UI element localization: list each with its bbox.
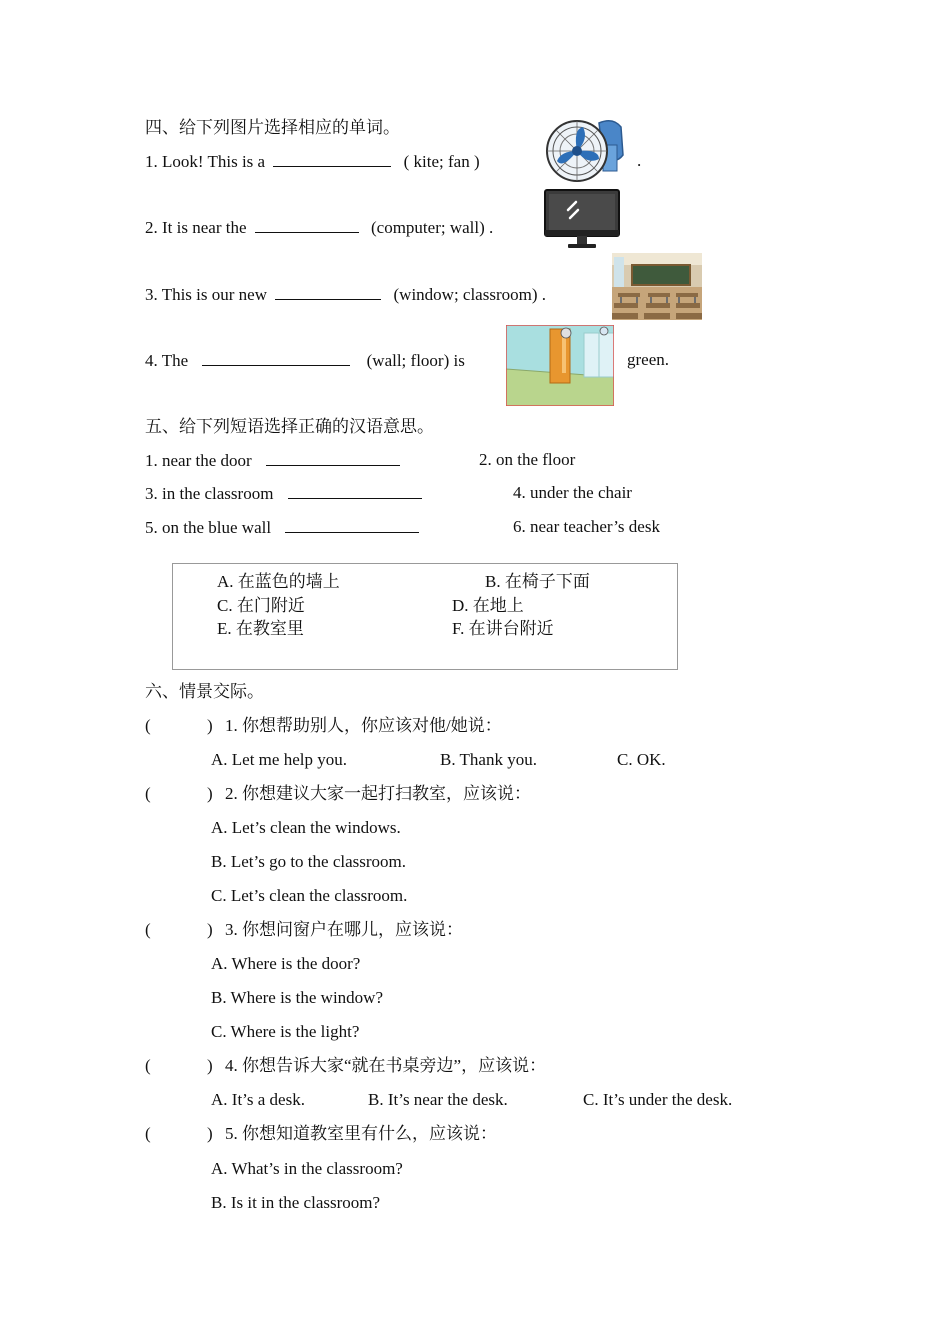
s4-q3-options: (window; classroom) .	[393, 285, 547, 304]
s4-q2-text: 2. It is near the	[145, 218, 247, 237]
s5-item-2: 2. on the floor	[479, 450, 576, 469]
s4-q1-options: ( kite; fan )	[403, 152, 480, 171]
s5-option-a: A. 在蓝色的墙上	[217, 572, 340, 591]
s5-item-3-text: 3. in the classroom	[145, 484, 274, 503]
s5-item-4: 4. under the chair	[513, 483, 632, 502]
s6-q3-stem: 3. 你想问窗户在哪儿，应该说：	[225, 920, 463, 939]
s6-q1-option-c: C. OK.	[617, 750, 666, 769]
s5-item-5-blank[interactable]	[285, 518, 419, 533]
s4-q1-text: 1. Look! This is a	[145, 152, 266, 171]
s5-option-b: B. 在椅子下面	[485, 572, 590, 591]
s4-q4-text: 4. The	[145, 351, 189, 370]
s6-q5-option-b: B. Is it in the classroom?	[211, 1193, 381, 1212]
s4-q1-end: .	[637, 151, 642, 170]
s6-q2-option-c: C. Let’s clean the classroom.	[211, 886, 408, 905]
s6-q2-option-b: B. Let’s go to the classroom.	[211, 852, 407, 871]
s4-q4-end: green.	[627, 350, 670, 369]
s5-item-1-blank[interactable]	[266, 451, 400, 466]
s6-q4-option-a: A. It’s a desk.	[211, 1090, 305, 1109]
computer-monitor-icon	[544, 188, 622, 250]
s6-q3-option-c: C. Where is the light?	[211, 1022, 360, 1041]
s6-q5-paren-open[interactable]: (	[145, 1124, 151, 1143]
s5-item-5-text: 5. on the blue wall	[145, 518, 272, 537]
s5-item-5	[145, 518, 419, 536]
s6-q4-paren-open[interactable]: (	[145, 1056, 151, 1075]
s4-q3-blank[interactable]	[275, 285, 381, 300]
s4-q3	[145, 285, 546, 303]
section-5-title: 五、给下列短语选择正确的汉语意思。	[145, 417, 434, 436]
fan-icon	[543, 115, 625, 187]
s6-q5-stem: 5. 你想知道教室里有什么，应该说：	[225, 1124, 497, 1143]
room-wall-floor-picture	[506, 325, 614, 406]
s5-item-1-text: 1. near the door	[145, 451, 252, 470]
s5-item-1	[145, 451, 400, 469]
classroom-photo	[612, 253, 702, 320]
s4-q2-options: (computer; wall) .	[371, 218, 494, 237]
s4-q2-blank[interactable]	[255, 218, 359, 233]
s4-q4	[145, 351, 465, 369]
s5-item-3-blank[interactable]	[288, 484, 422, 499]
s6-q3-option-b: B. Where is the window?	[211, 988, 384, 1007]
s6-q2-stem: 2. 你想建议大家一起打扫教室，应该说：	[225, 784, 531, 803]
s6-q3-paren-close: )	[207, 920, 213, 939]
section-4-title: 四、给下列图片选择相应的单词。	[145, 118, 400, 137]
s4-q1	[145, 152, 480, 170]
s5-item-6: 6. near teacher’s desk	[513, 517, 660, 536]
s5-option-d: D. 在地上	[452, 596, 524, 615]
s4-q4-blank[interactable]	[202, 351, 350, 366]
s4-q4-options: (wall; floor) is	[366, 351, 465, 370]
s6-q1-option-a: A. Let me help you.	[211, 750, 347, 769]
section-6-title: 六、情景交际。	[145, 682, 264, 701]
s4-q1-blank[interactable]	[273, 152, 391, 167]
s5-option-e: E. 在教室里	[217, 619, 304, 638]
s5-option-c: C. 在门附近	[217, 596, 305, 615]
s6-q4-option-c: C. It’s under the desk.	[583, 1090, 733, 1109]
s4-q2	[145, 218, 493, 236]
s5-item-3	[145, 484, 422, 502]
s6-q4-option-b: B. It’s near the desk.	[368, 1090, 508, 1109]
s6-q2-paren-close: )	[207, 784, 213, 803]
s6-q1-paren-open[interactable]: (	[145, 716, 151, 735]
s6-q1-option-b: B. Thank you.	[440, 750, 537, 769]
s6-q4-stem: 4. 你想告诉大家“就在书桌旁边”，应该说：	[225, 1056, 547, 1075]
s6-q1-stem: 1. 你想帮助别人，你应该对他/她说：	[225, 716, 502, 735]
s6-q2-option-a: A. Let’s clean the windows.	[211, 818, 401, 837]
s6-q4-paren-close: )	[207, 1056, 213, 1075]
s6-q3-option-a: A. Where is the door?	[211, 954, 361, 973]
s6-q5-option-a: A. What’s in the classroom?	[211, 1159, 403, 1178]
s5-option-f: F. 在讲台附近	[452, 619, 554, 638]
s6-q5-paren-close: )	[207, 1124, 213, 1143]
s4-q3-text: 3. This is our new	[145, 285, 267, 304]
s6-q2-paren-open[interactable]: (	[145, 784, 151, 803]
s6-q3-paren-open[interactable]: (	[145, 920, 151, 939]
s6-q1-paren-close: )	[207, 716, 213, 735]
